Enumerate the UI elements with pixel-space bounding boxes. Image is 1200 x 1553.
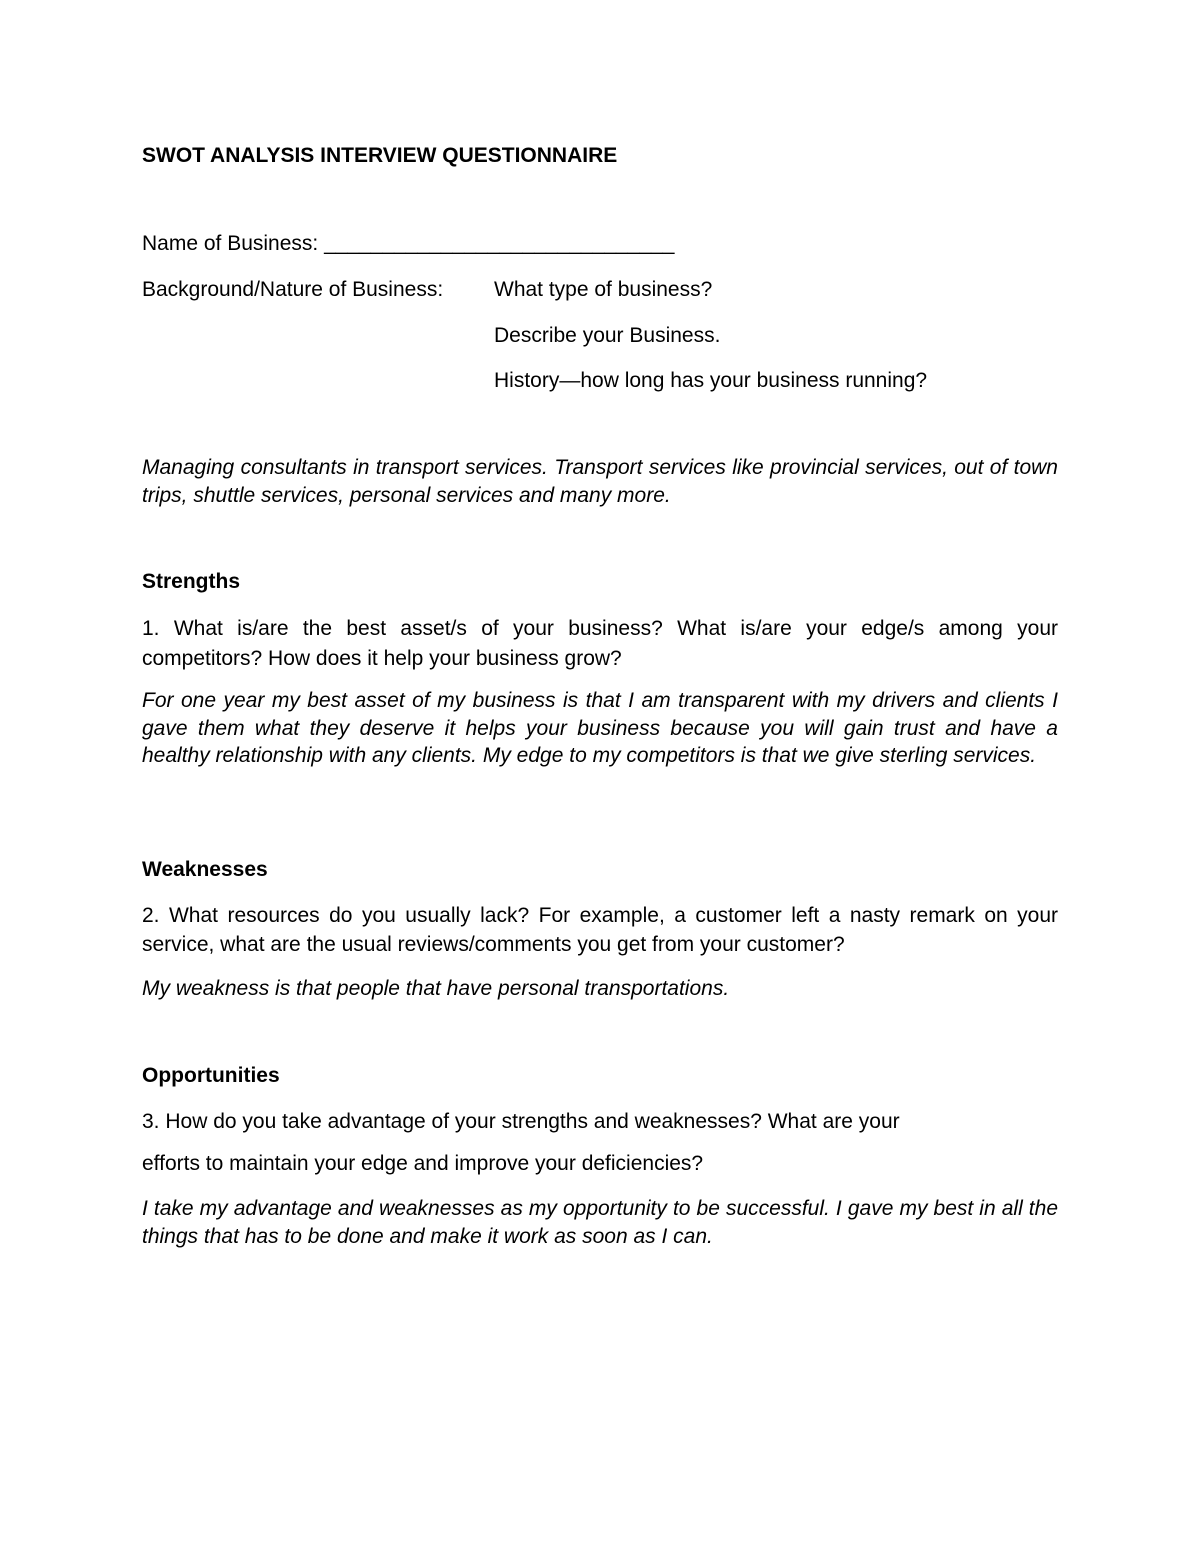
background-answer: Managing consultants in transport services. Transport services like provincial services, out of town trips, shuttle services, personal services and many more. xyxy=(142,456,1058,507)
strengths-heading: Strengths xyxy=(142,570,241,593)
background-label: Background/Nature of Business: xyxy=(142,278,444,301)
background-prompt-type: What type of business? xyxy=(494,278,713,301)
weaknesses-question: 2. What resources do you usually lack? For example, a customer left a nasty remark on your service, what are the usual reviews/comments you get from your customer? xyxy=(142,904,1058,956)
business-name-label: Name of Business: ______________________________ xyxy=(142,232,675,255)
page-title: SWOT ANALYSIS INTERVIEW QUESTIONNAIRE xyxy=(142,144,618,167)
opportunities-question-line2: efforts to maintain your edge and improve your deficiencies? xyxy=(142,1152,704,1175)
background-prompt-history: History—how long has your business running? xyxy=(494,369,928,392)
weaknesses-heading: Weaknesses xyxy=(142,858,268,881)
weaknesses-answer: My weakness is that people that have personal transportations. xyxy=(142,977,730,1000)
background-prompt-describe: Describe your Business. xyxy=(494,324,721,347)
strengths-answer: For one year my best asset of my business is that I am transparent with my drivers and clients I gave them what they deserve it helps your business because you will gain trust and have a healthy relationship with any clients. My edge to my competitors is that we give sterling services. xyxy=(142,689,1058,767)
opportunities-question-line1: 3. How do you take advantage of your strengths and weaknesses? What are your xyxy=(142,1110,900,1133)
strengths-question: 1. What is/are the best asset/s of your business? What is/are your edge/s among your competitors? How does it help your business grow? xyxy=(142,617,1058,670)
opportunities-answer: I take my advantage and weaknesses as my opportunity to be successful. I gave my best in all the things that has to be done and make it work as soon as I can. xyxy=(142,1197,1058,1248)
opportunities-heading: Opportunities xyxy=(142,1064,280,1087)
